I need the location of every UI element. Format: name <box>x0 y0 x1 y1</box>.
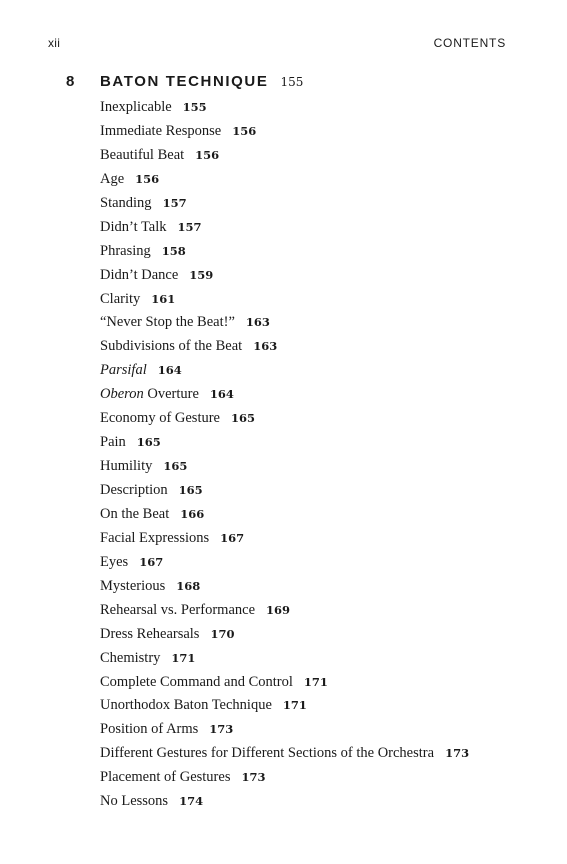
entry-page-number: 156 <box>195 147 220 162</box>
contents-entry <box>100 120 540 144</box>
contents-entry <box>100 311 540 335</box>
contents-entry <box>100 455 540 479</box>
entry-title: Eyes <box>100 553 129 570</box>
entry-title <box>100 362 147 378</box>
entry-title <box>100 386 199 402</box>
chapter-page-number: 155 <box>280 75 304 89</box>
entry-page-number: 157 <box>162 195 187 210</box>
contents-entry <box>100 192 540 216</box>
entry-title: Placement of Gestures <box>100 769 231 786</box>
contents-entry <box>100 766 540 790</box>
contents-entry <box>100 431 540 455</box>
entry-title: No Lessons <box>100 793 169 810</box>
entry-page-number: 159 <box>189 267 214 282</box>
entry-title: Complete Command and Control <box>100 673 293 690</box>
entry-page-number: 169 <box>266 602 291 617</box>
entry-title: Immediate Response <box>100 122 222 139</box>
entry-title: Chemistry <box>100 649 161 666</box>
page-number: xii <box>48 36 61 50</box>
entry-page-number: 166 <box>180 506 205 521</box>
entry-title: Humility <box>100 458 153 475</box>
chapter-title: BATON TECHNIQUE <box>100 73 269 90</box>
entry-page-number: 171 <box>282 698 307 713</box>
contents-entry <box>100 527 540 551</box>
entry-title: Mysterious <box>100 577 166 594</box>
entry-title-rest: Overture <box>143 386 199 403</box>
contents-entry <box>100 742 540 766</box>
contents-list <box>100 96 540 814</box>
contents-entry <box>100 551 540 575</box>
contents-entry <box>100 694 540 718</box>
entry-title: Phrasing <box>100 242 151 259</box>
contents-entry <box>100 599 540 623</box>
contents-entry <box>100 718 540 742</box>
entry-page-number: 167 <box>139 554 164 569</box>
entry-title: Age <box>100 170 125 187</box>
entry-title: Clarity <box>100 290 141 307</box>
running-head-section: CONTENTS <box>433 36 506 50</box>
entry-page-number: 173 <box>209 722 234 737</box>
entry-title: Pain <box>100 434 126 451</box>
contents-entry <box>100 575 540 599</box>
entry-page-number: 173 <box>445 746 470 761</box>
entry-title: Description <box>100 482 168 498</box>
contents-entry <box>100 647 540 671</box>
contents-entry <box>100 383 540 407</box>
entry-page-number: 155 <box>182 100 207 114</box>
entry-title: Position of Arms <box>100 721 199 738</box>
entry-title: Inexplicable <box>100 99 172 115</box>
contents-entry <box>100 168 540 192</box>
entry-title: Standing <box>100 194 152 211</box>
entry-page-number: 171 <box>171 650 196 665</box>
contents-entry <box>100 359 540 383</box>
entry-title: On the Beat <box>100 505 170 522</box>
contents-entry <box>100 216 540 240</box>
entry-page-number: 164 <box>209 387 234 402</box>
entry-title: Economy of Gesture <box>100 410 220 427</box>
entry-page-number: 161 <box>151 291 176 306</box>
entry-page-number: 158 <box>161 243 186 258</box>
entry-page-number: 174 <box>179 794 204 809</box>
entry-page-number: 165 <box>231 411 256 426</box>
entry-page-number: 165 <box>136 435 161 450</box>
contents-entry <box>100 144 540 168</box>
entry-title-italic: Oberon <box>100 386 144 403</box>
entry-page-number: 163 <box>245 315 270 330</box>
contents-entry <box>100 790 540 814</box>
entry-page-number: 164 <box>157 363 182 378</box>
entry-page-number: 156 <box>135 171 160 186</box>
entry-page-number: 163 <box>253 339 278 354</box>
entry-page-number: 171 <box>303 674 328 689</box>
chapter-title-line <box>100 72 303 92</box>
entry-page-number: 157 <box>177 219 202 234</box>
contents-entry <box>100 240 540 264</box>
contents-entry <box>100 479 540 503</box>
entry-title: Dress Rehearsals <box>100 625 200 642</box>
entry-page-number: 168 <box>176 578 201 593</box>
entry-title-italic: Parsifal <box>100 362 147 379</box>
entry-page-number: 165 <box>178 483 203 497</box>
entry-page-number: 156 <box>232 123 257 138</box>
entry-page-number: 167 <box>220 530 245 545</box>
contents-entry <box>100 407 540 431</box>
contents-entry <box>100 96 540 120</box>
entry-title: Facial Expressions <box>100 529 210 546</box>
entry-page-number: 165 <box>163 459 188 474</box>
contents-entry <box>100 623 540 647</box>
contents-entry <box>100 671 540 695</box>
chapter-heading <box>66 72 526 94</box>
chapter-number: 8 <box>66 73 75 90</box>
entry-title: Different Gestures for Different Sections of the Orchestra <box>100 745 435 762</box>
contents-entry <box>100 503 540 527</box>
entry-page-number: 173 <box>241 770 266 785</box>
entry-title: Didn’t Talk <box>100 218 167 235</box>
contents-entry <box>100 264 540 288</box>
contents-entry <box>100 288 540 312</box>
entry-title: Unorthodox Baton Technique <box>100 697 272 714</box>
entry-title: “Never Stop the Beat!” <box>100 314 235 331</box>
contents-entry <box>100 335 540 359</box>
entry-title: Didn’t Dance <box>100 266 179 283</box>
entry-title: Subdivisions of the Beat <box>100 338 243 355</box>
entry-title: Rehearsal vs. Performance <box>100 601 256 618</box>
entry-title: Beautiful Beat <box>100 146 185 163</box>
entry-page-number: 170 <box>210 626 235 641</box>
